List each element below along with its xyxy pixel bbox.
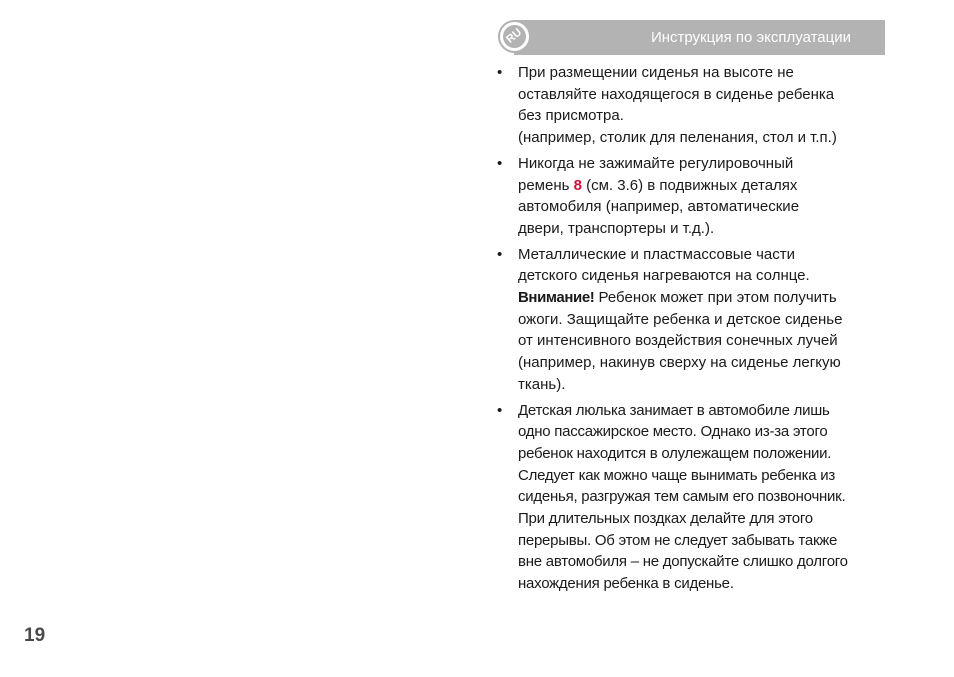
text-line: оставляйте находящегося в сиденье ребенка	[518, 85, 835, 103]
text-fragment: ремень	[518, 176, 574, 194]
header-title: Инструкция по эксплуатации	[650, 29, 851, 46]
text-line: Следует как можно чаще вынимать ребенка из	[518, 466, 835, 484]
text-line: ребенок находится в олулежащем положении.	[518, 444, 832, 462]
text-line: (например, столик для пеленания, стол и т.п.)	[518, 129, 837, 147]
text-line	[518, 175, 892, 197]
text-line: ткань).	[518, 375, 566, 393]
text-line: Никогда не зажимайте регулировочный	[518, 154, 794, 172]
text-line: сиденья, разгружая тем самым его позвоночник.	[518, 488, 846, 506]
text-line: одно пассажирское место. Однако из-за этого	[518, 423, 828, 441]
text-line: ожоги. Защищайте ребенка и детское сиденье	[518, 310, 843, 328]
bullet-dot: •	[497, 64, 503, 81]
warning-label: Внимание!	[518, 289, 595, 307]
bullet-dot: •	[497, 245, 503, 263]
text-fragment: (см. 3.6) в подвижных деталях	[581, 176, 798, 194]
reference-number: 8	[573, 176, 582, 194]
text-line: автомобиля (например, автоматические	[518, 198, 800, 216]
text-line: нахождения ребенка в сиденье.	[518, 575, 734, 593]
list-item	[497, 244, 892, 396]
bullet-dot: •	[497, 401, 503, 419]
text-line: без присмотра.	[518, 107, 624, 125]
text-line: детского сиденья нагреваются на солнце.	[518, 267, 810, 285]
text-line: При размещении сиденья на высоте не	[518, 64, 794, 81]
text-line: перерывы. Об этом не следует забывать также	[518, 531, 838, 549]
text-line: Металлические и пластмассовые части	[518, 245, 796, 263]
text-line: (например, накинув сверху на сиденье легкую	[518, 354, 841, 372]
instruction-list	[497, 62, 892, 595]
text-line: от интенсивного воздействия сонечных лучей	[518, 332, 838, 350]
text-line: вне автомобиля – не допускайте слишко долгого	[518, 553, 848, 571]
text-fragment: Ребенок может при этом получить	[594, 289, 837, 307]
bullet-dot: •	[497, 154, 503, 172]
list-item	[497, 62, 892, 149]
text-line: двери, транспортеры и т.д.).	[518, 219, 715, 237]
header-bar	[514, 20, 885, 55]
main-content	[497, 62, 892, 599]
text-line: При длительных поздках делайте для этого	[518, 510, 813, 528]
text-line	[518, 287, 892, 309]
language-badge-label: RU	[498, 20, 530, 52]
page-number: 19	[24, 625, 46, 646]
text-line: Детская люлька занимает в автомобиле лишь	[518, 401, 830, 419]
list-item	[497, 153, 892, 240]
list-item	[497, 400, 892, 595]
language-badge	[498, 20, 531, 53]
